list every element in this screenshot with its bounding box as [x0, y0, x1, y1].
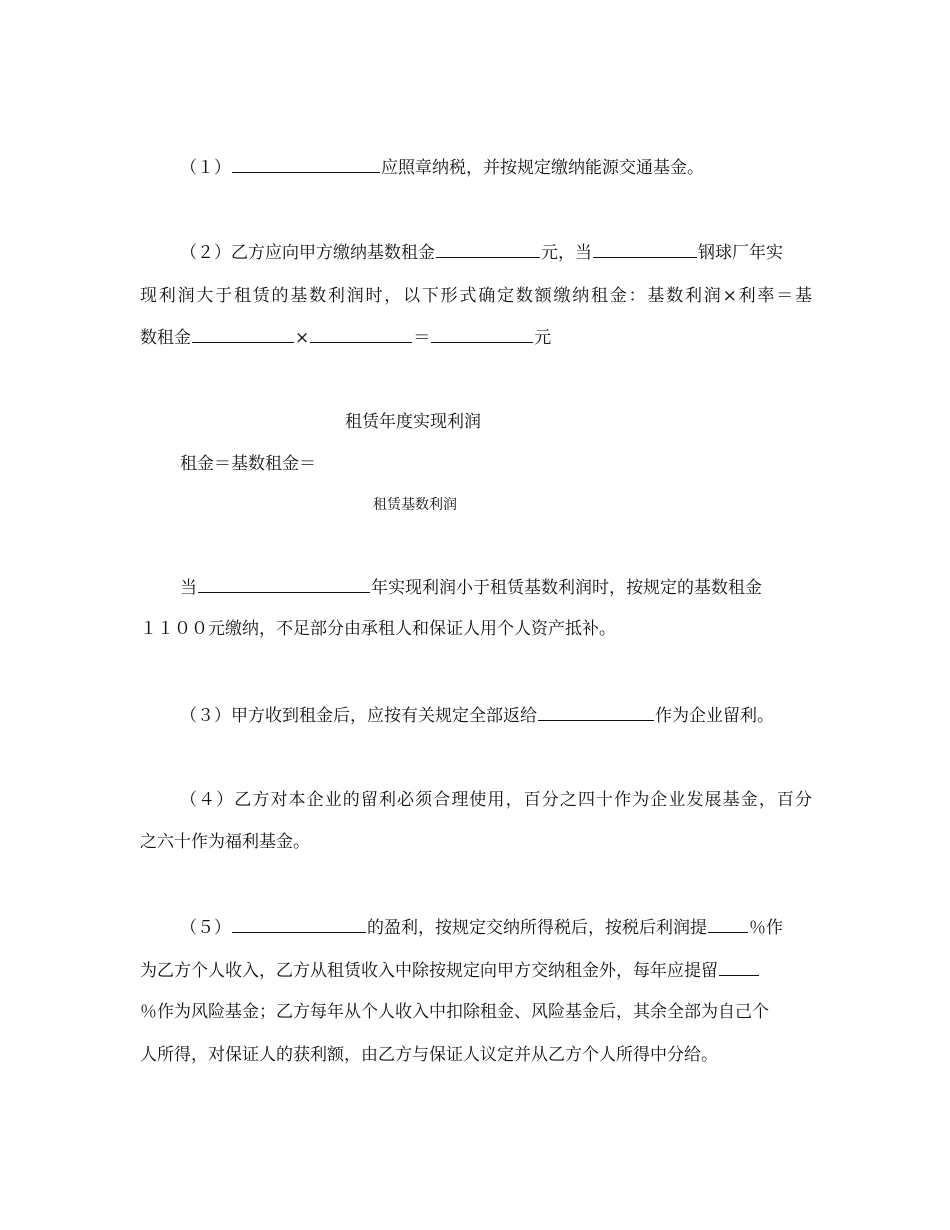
clause-2-text: 元，当 — [541, 243, 592, 263]
clause-5-text: ％作 — [749, 918, 783, 938]
clause-5-line-1 — [180, 915, 812, 940]
blank-field — [232, 155, 380, 173]
formula-numerator: 租赁年度实现利润 — [345, 412, 481, 432]
clause-2-text: ＝ — [413, 328, 431, 348]
clause-2b-line-2: １１００元缴纳，不足部分由承租人和保证人用个人资产抵补。 — [140, 619, 616, 639]
clause-4-text: 乙方对本企业的留利必须合理使用，百分之四十作为企业发展基金，百分 — [234, 790, 812, 810]
blank-field — [538, 703, 654, 721]
clause-2-text: 钢球厂年实 — [698, 243, 783, 263]
clause-2b-text: 年实现利润小于租赁基数利润时，按规定的基数租金 — [371, 578, 762, 598]
clause-5-line-3: ％作为风险基金；乙方每年从个人收入中扣除租金、风险基金后，其余全部为自己个 — [140, 1002, 769, 1022]
blank-field — [708, 915, 748, 933]
clause-2-text: 乙方应向甲方缴纳基数租金 — [231, 243, 435, 263]
clause-2-text: 数租金 — [140, 328, 191, 348]
clause-3-text: 作为企业留利。 — [655, 706, 774, 726]
clause-2-line-3 — [140, 325, 812, 350]
clause-2-text: 元 — [534, 328, 552, 348]
blank-field — [198, 575, 370, 593]
clause-3-text: 甲方收到租金后，应按有关规定全部返给 — [231, 706, 537, 726]
clause-3-number: （３） — [180, 706, 231, 726]
formula-left: 租金＝基数租金＝ — [180, 454, 316, 474]
blank-field — [192, 325, 294, 343]
blank-field — [719, 958, 759, 976]
formula-denominator: 租赁基数利润 — [373, 497, 457, 513]
blank-field — [593, 240, 697, 258]
blank-field — [436, 240, 540, 258]
clause-5-text: 为乙方个人收入，乙方从租赁收入中除按规定向甲方交纳租金外，每年应提留 — [140, 961, 718, 981]
clause-1 — [180, 155, 820, 180]
blank-field — [232, 915, 366, 933]
clause-2-number: （２） — [180, 243, 231, 263]
blank-field — [431, 325, 533, 343]
clause-1-text: 应照章纳税，并按规定缴纳能源交通基金。 — [381, 158, 704, 178]
blank-field — [310, 325, 412, 343]
clause-5-line-4: 人所得，对保证人的获利额，由乙方与保证人议定并从乙方个人所得中分给。 — [140, 1045, 718, 1065]
clause-3 — [180, 703, 812, 728]
clause-2b-text: 当 — [180, 578, 197, 598]
clause-4-number: （４） — [180, 790, 235, 810]
clause-2-line-1 — [180, 240, 812, 265]
clause-4-line-1 — [180, 788, 812, 812]
clause-5-number: （５） — [180, 918, 231, 938]
clause-2-line-2: 现利润大于租赁的基数利润时，以下形式确定数额缴纳租金：基数利润×利率＝基 — [140, 286, 812, 306]
clause-1-number: （１） — [180, 158, 231, 178]
clause-2b-line-1 — [180, 575, 812, 600]
clause-2-text: × — [295, 328, 310, 348]
clause-4-line-2: 之六十作为福利基金。 — [140, 832, 310, 852]
clause-5-line-2 — [140, 958, 812, 983]
clause-5-text: 的盈利，按规定交纳所得税后，按税后利润提 — [367, 918, 707, 938]
